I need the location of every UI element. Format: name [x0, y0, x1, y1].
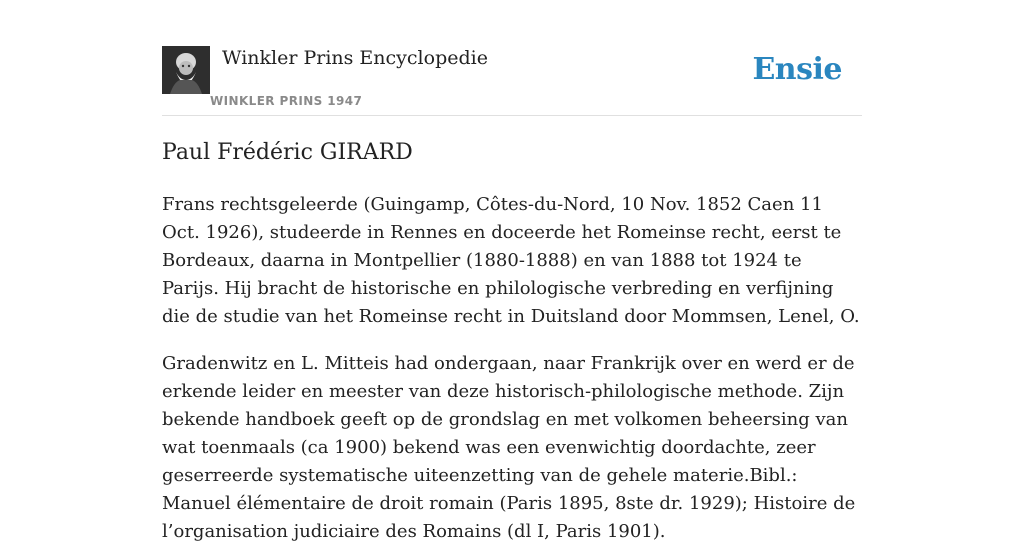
site-title[interactable]: Winkler Prins Encyclopedie: [222, 47, 488, 69]
site-header: [162, 46, 862, 116]
edition-label[interactable]: WINKLER PRINS 1947: [210, 94, 363, 108]
bearded-man-portrait-icon: [162, 46, 210, 94]
article-paragraph: Gradenwitz en L. Mitteis had ondergaan, naar Frankrijk over en werd er de erkende leider en meester van deze historisch-philologische methode. Zijn bekende handboek geeft op de grondslag en met volkomen beheersing van wat toenmaals (ca 1900) bekend was een evenwichtig doordachte, zeer geserreerde systematische uiteenzetting van de gehele materie.Bibl.: Manuel élémentaire de droit romain (Paris 1895, 8ste dr. 1929); Histoire de l’organisation judiciaire des Romains (dl I, Paris 1901).: [162, 353, 856, 542]
page: [162, 0, 862, 546]
article-paragraph: Frans rechtsgeleerde (Guingamp, Côtes-du-Nord, 10 Nov. 1852 Caen 11 Oct. 1926), studeerde in Rennes en doceerde het Romeinse recht, eerst te Bordeaux, daarna in Montpellier (1880-1888) en van 1888 tot 1924 te Parijs. Hij bracht de historische en philologische verbreding en verfijning die de studie van het Romeinse recht in Duitsland door Mommsen, Lenel, O.: [162, 194, 860, 327]
avatar[interactable]: [162, 46, 210, 94]
article-title: Paul Frédéric GIRARD: [162, 140, 413, 165]
ensie-logo[interactable]: Ensie: [752, 52, 842, 87]
